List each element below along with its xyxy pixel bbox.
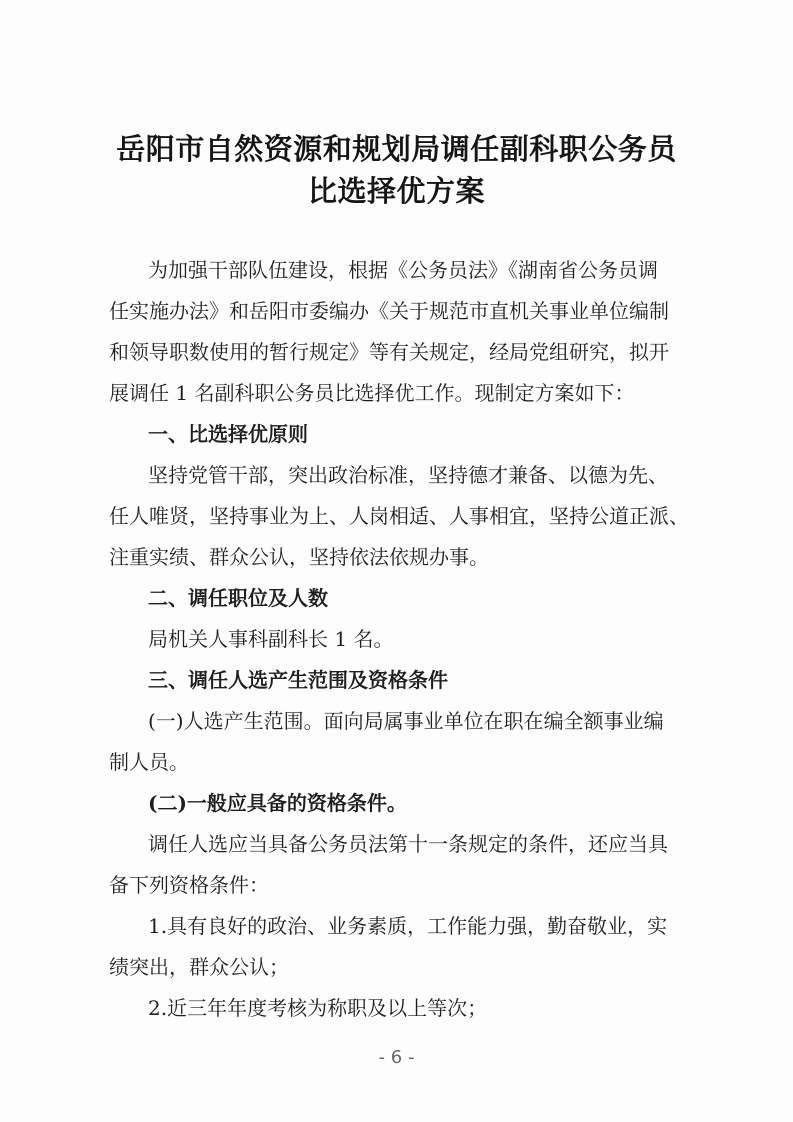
body-line: 为加强干部队伍建设，根据《公务员法》《湖南省公务员调: [148, 258, 658, 282]
body-line: 展调任 1 名副科职公务员比选择优工作。现制定方案如下：: [109, 381, 635, 405]
body-line: 绩突出，群众公认；: [109, 955, 289, 979]
section-heading-3: 三、调任人选产生范围及资格条件: [148, 668, 448, 692]
body-line: 和领导职数使用的暂行规定》等有关规定，经局党组研究，拟开: [109, 340, 669, 364]
section-heading-1: 一、比选择优原则: [148, 422, 308, 446]
body-line: 局机关人事科副科长 1 名。: [148, 627, 394, 651]
document-title-line-2: 比选择优方案: [307, 174, 485, 208]
body-line: 坚持党管干部，突出政治标准，坚持德才兼备、以德为先、: [148, 463, 668, 487]
body-line: 调任人选应当具备公务员法第十一条规定的条件，还应当具: [148, 832, 668, 856]
body-line: 1.具有良好的政治、业务素质，工作能力强，勤奋敬业，实: [148, 914, 668, 938]
body-line: 任人唯贤，坚持事业为上、人岗相适、人事相宜，坚持公道正派、: [109, 504, 689, 528]
body-line: 2.近三年年度考核为称职及以上等次；: [148, 996, 488, 1020]
page-number: - 6 -: [378, 1047, 415, 1068]
document-title-line-1: 岳阳市自然资源和规划局调任副科职公务员: [116, 132, 677, 166]
body-line: 任实施办法》和岳阳市委编办《关于规范市直机关事业单位编制: [109, 299, 669, 323]
body-line: 备下列资格条件：: [109, 873, 269, 897]
body-line: 制人员。: [109, 750, 189, 774]
subsection-heading: (二)一般应具备的资格条件。: [148, 791, 407, 815]
body-line: 注重实绩、群众公认，坚持依法依规办事。: [109, 545, 489, 569]
body-line: (一)人选产生范围。面向局属事业单位在职在编全额事业编: [148, 709, 664, 733]
section-heading-2: 二、调任职位及人数: [148, 586, 328, 610]
